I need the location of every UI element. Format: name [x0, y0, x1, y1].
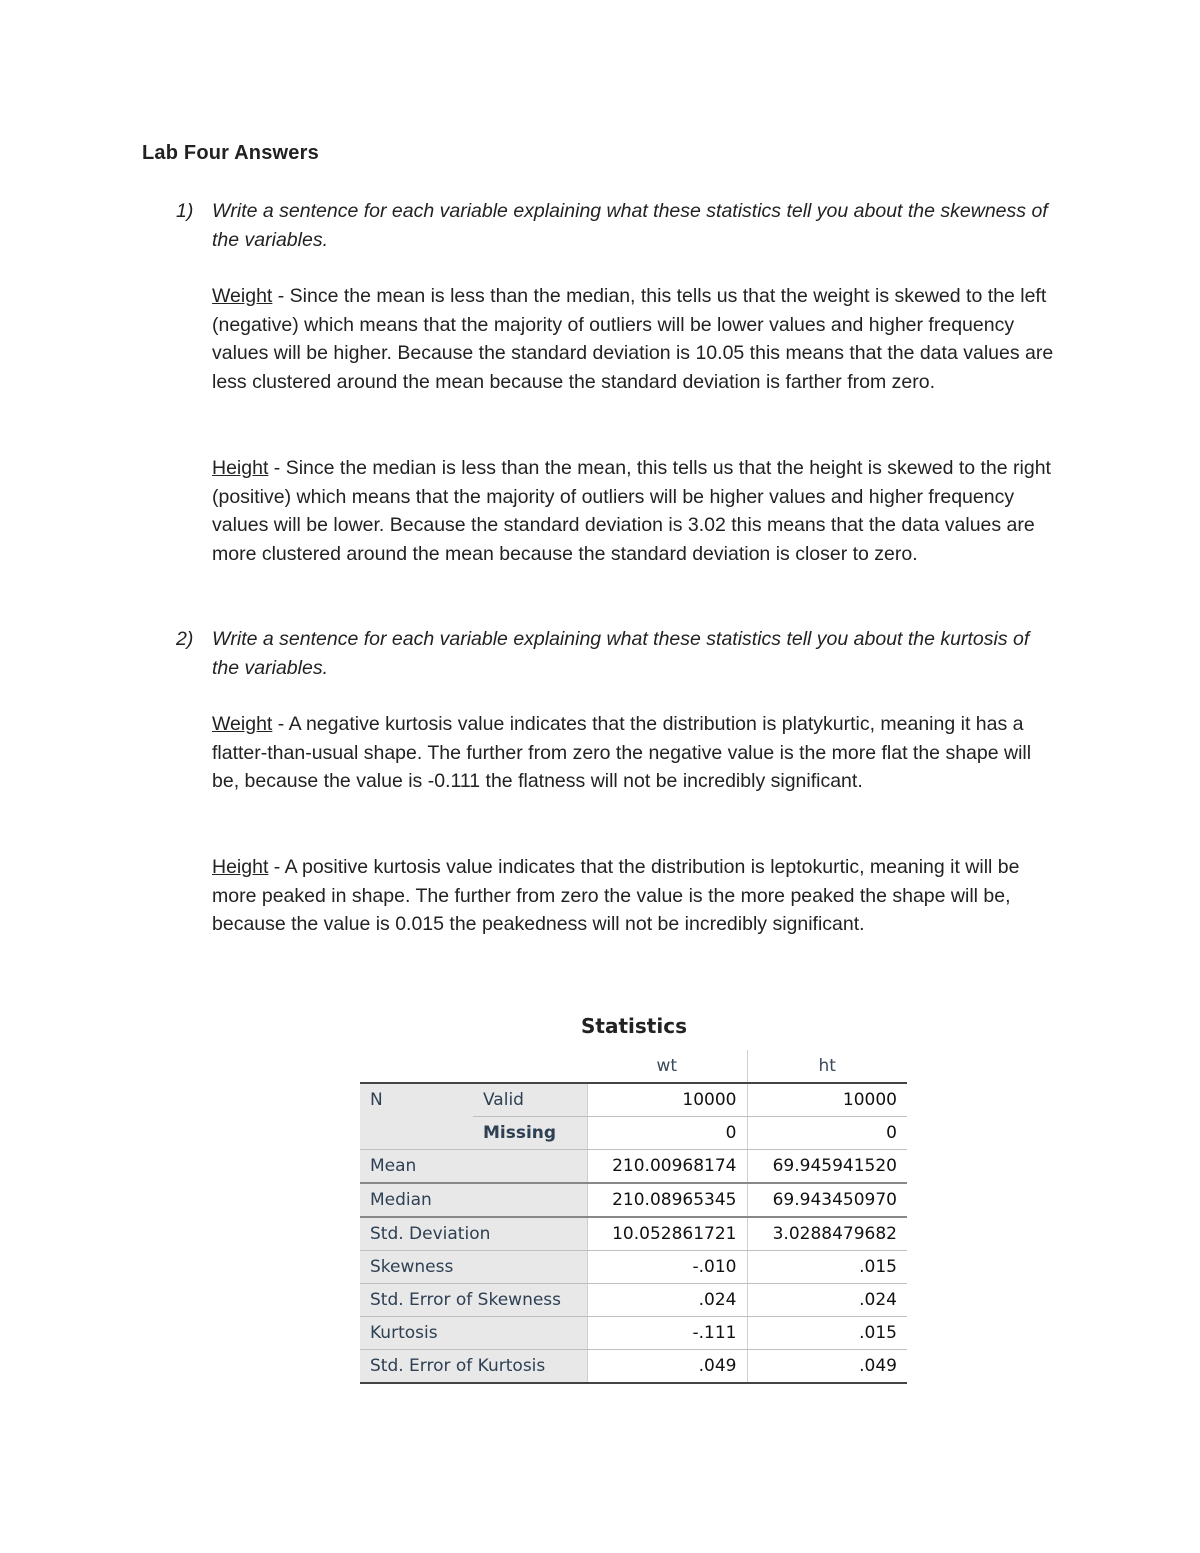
table-row: [360, 1350, 907, 1384]
cell-ht: .024: [747, 1284, 907, 1317]
row-label: Std. Error of Kurtosis: [360, 1350, 587, 1384]
question-number: 2): [176, 628, 194, 650]
answer-label: Weight: [212, 713, 273, 735]
cell-wt: 210.08965345: [587, 1183, 747, 1217]
missing-wt: 0: [587, 1117, 747, 1150]
valid-label: Valid: [473, 1083, 587, 1117]
table-row: [360, 1117, 907, 1150]
cell-wt: .024: [587, 1284, 747, 1317]
cell-ht: 69.945941520: [747, 1150, 907, 1184]
cell-ht: 69.943450970: [747, 1183, 907, 1217]
question-1: [176, 197, 1056, 254]
missing-ht: 0: [747, 1117, 907, 1150]
valid-wt: 10000: [587, 1083, 747, 1117]
answer-height-kurtosis: [212, 853, 1062, 939]
row-label: Std. Deviation: [360, 1217, 587, 1251]
statistics-table: [360, 1050, 907, 1384]
question-2: [176, 625, 1056, 682]
answer-text: - Since the median is less than the mean, this tells us that the height is skewed to the right (positive) which means that the majority of outliers will be higher values and higher frequency values will be lower. Because the standard deviation is 3.02 this means that the data values are more clustered around the mean because the standard deviation is closer to zero.: [212, 457, 1051, 565]
cell-wt: -.010: [587, 1251, 747, 1284]
question-text: Write a sentence for each variable explaining what these statistics tell you about the skewness of the variables.: [212, 200, 1048, 251]
row-label: Kurtosis: [360, 1317, 587, 1350]
column-header-wt: wt: [587, 1050, 747, 1083]
answer-weight-skewness: [212, 282, 1062, 396]
table-row: [360, 1317, 907, 1350]
cell-wt: .049: [587, 1350, 747, 1384]
answer-height-skewness: [212, 454, 1062, 568]
answer-text: - A positive kurtosis value indicates that the distribution is leptokurtic, meaning it will be more peaked in shape. The further from zero the value is the more peaked the shape will be, because the value is 0.015 the peakedness will not be incredibly significant.: [212, 856, 1020, 935]
question-text: Write a sentence for each variable explaining what these statistics tell you about the kurtosis of the variables.: [212, 628, 1030, 679]
answer-text: - A negative kurtosis value indicates that the distribution is platykurtic, meaning it has a flatter-than-usual shape. The further from zero the negative value is the more flat the shape will be, because the value is -0.111 the flatness will not be incredibly significant.: [212, 713, 1032, 792]
cell-ht: .015: [747, 1317, 907, 1350]
cell-wt: 10.052861721: [587, 1217, 747, 1251]
question-number: 1): [176, 200, 194, 222]
answer-weight-kurtosis: [212, 710, 1062, 796]
page-title: Lab Four Answers: [142, 142, 319, 164]
answer-label: Height: [212, 457, 269, 479]
cell-ht: .049: [747, 1350, 907, 1384]
statistics-title: Statistics: [581, 1014, 687, 1038]
cell-wt: -.111: [587, 1317, 747, 1350]
table-row: [360, 1217, 907, 1251]
row-label: Std. Error of Skewness: [360, 1284, 587, 1317]
row-label: Median: [360, 1183, 587, 1217]
row-label: Skewness: [360, 1251, 587, 1284]
answer-text: - Since the mean is less than the median, this tells us that the weight is skewed to the left (negative) which means that the majority of outliers will be lower values and higher frequency values will be higher. Because the standard deviation is 10.05 this means that the data values are less clustered around the mean because the standard deviation is farther from zero.: [212, 285, 1054, 393]
cell-ht: .015: [747, 1251, 907, 1284]
row-label: Mean: [360, 1150, 587, 1184]
cell-ht: 3.0288479682: [747, 1217, 907, 1251]
table-row: [360, 1083, 907, 1117]
n-label: N: [360, 1083, 473, 1117]
answer-label: Weight: [212, 285, 273, 307]
column-header-ht: ht: [747, 1050, 907, 1083]
table-row: [360, 1251, 907, 1284]
table-row: [360, 1284, 907, 1317]
cell-wt: 210.00968174: [587, 1150, 747, 1184]
table-row: [360, 1183, 907, 1217]
table-row: [360, 1150, 907, 1184]
missing-label: Missing: [473, 1117, 587, 1150]
answer-label: Height: [212, 856, 269, 878]
valid-ht: 10000: [747, 1083, 907, 1117]
table-header-row: [360, 1050, 907, 1083]
